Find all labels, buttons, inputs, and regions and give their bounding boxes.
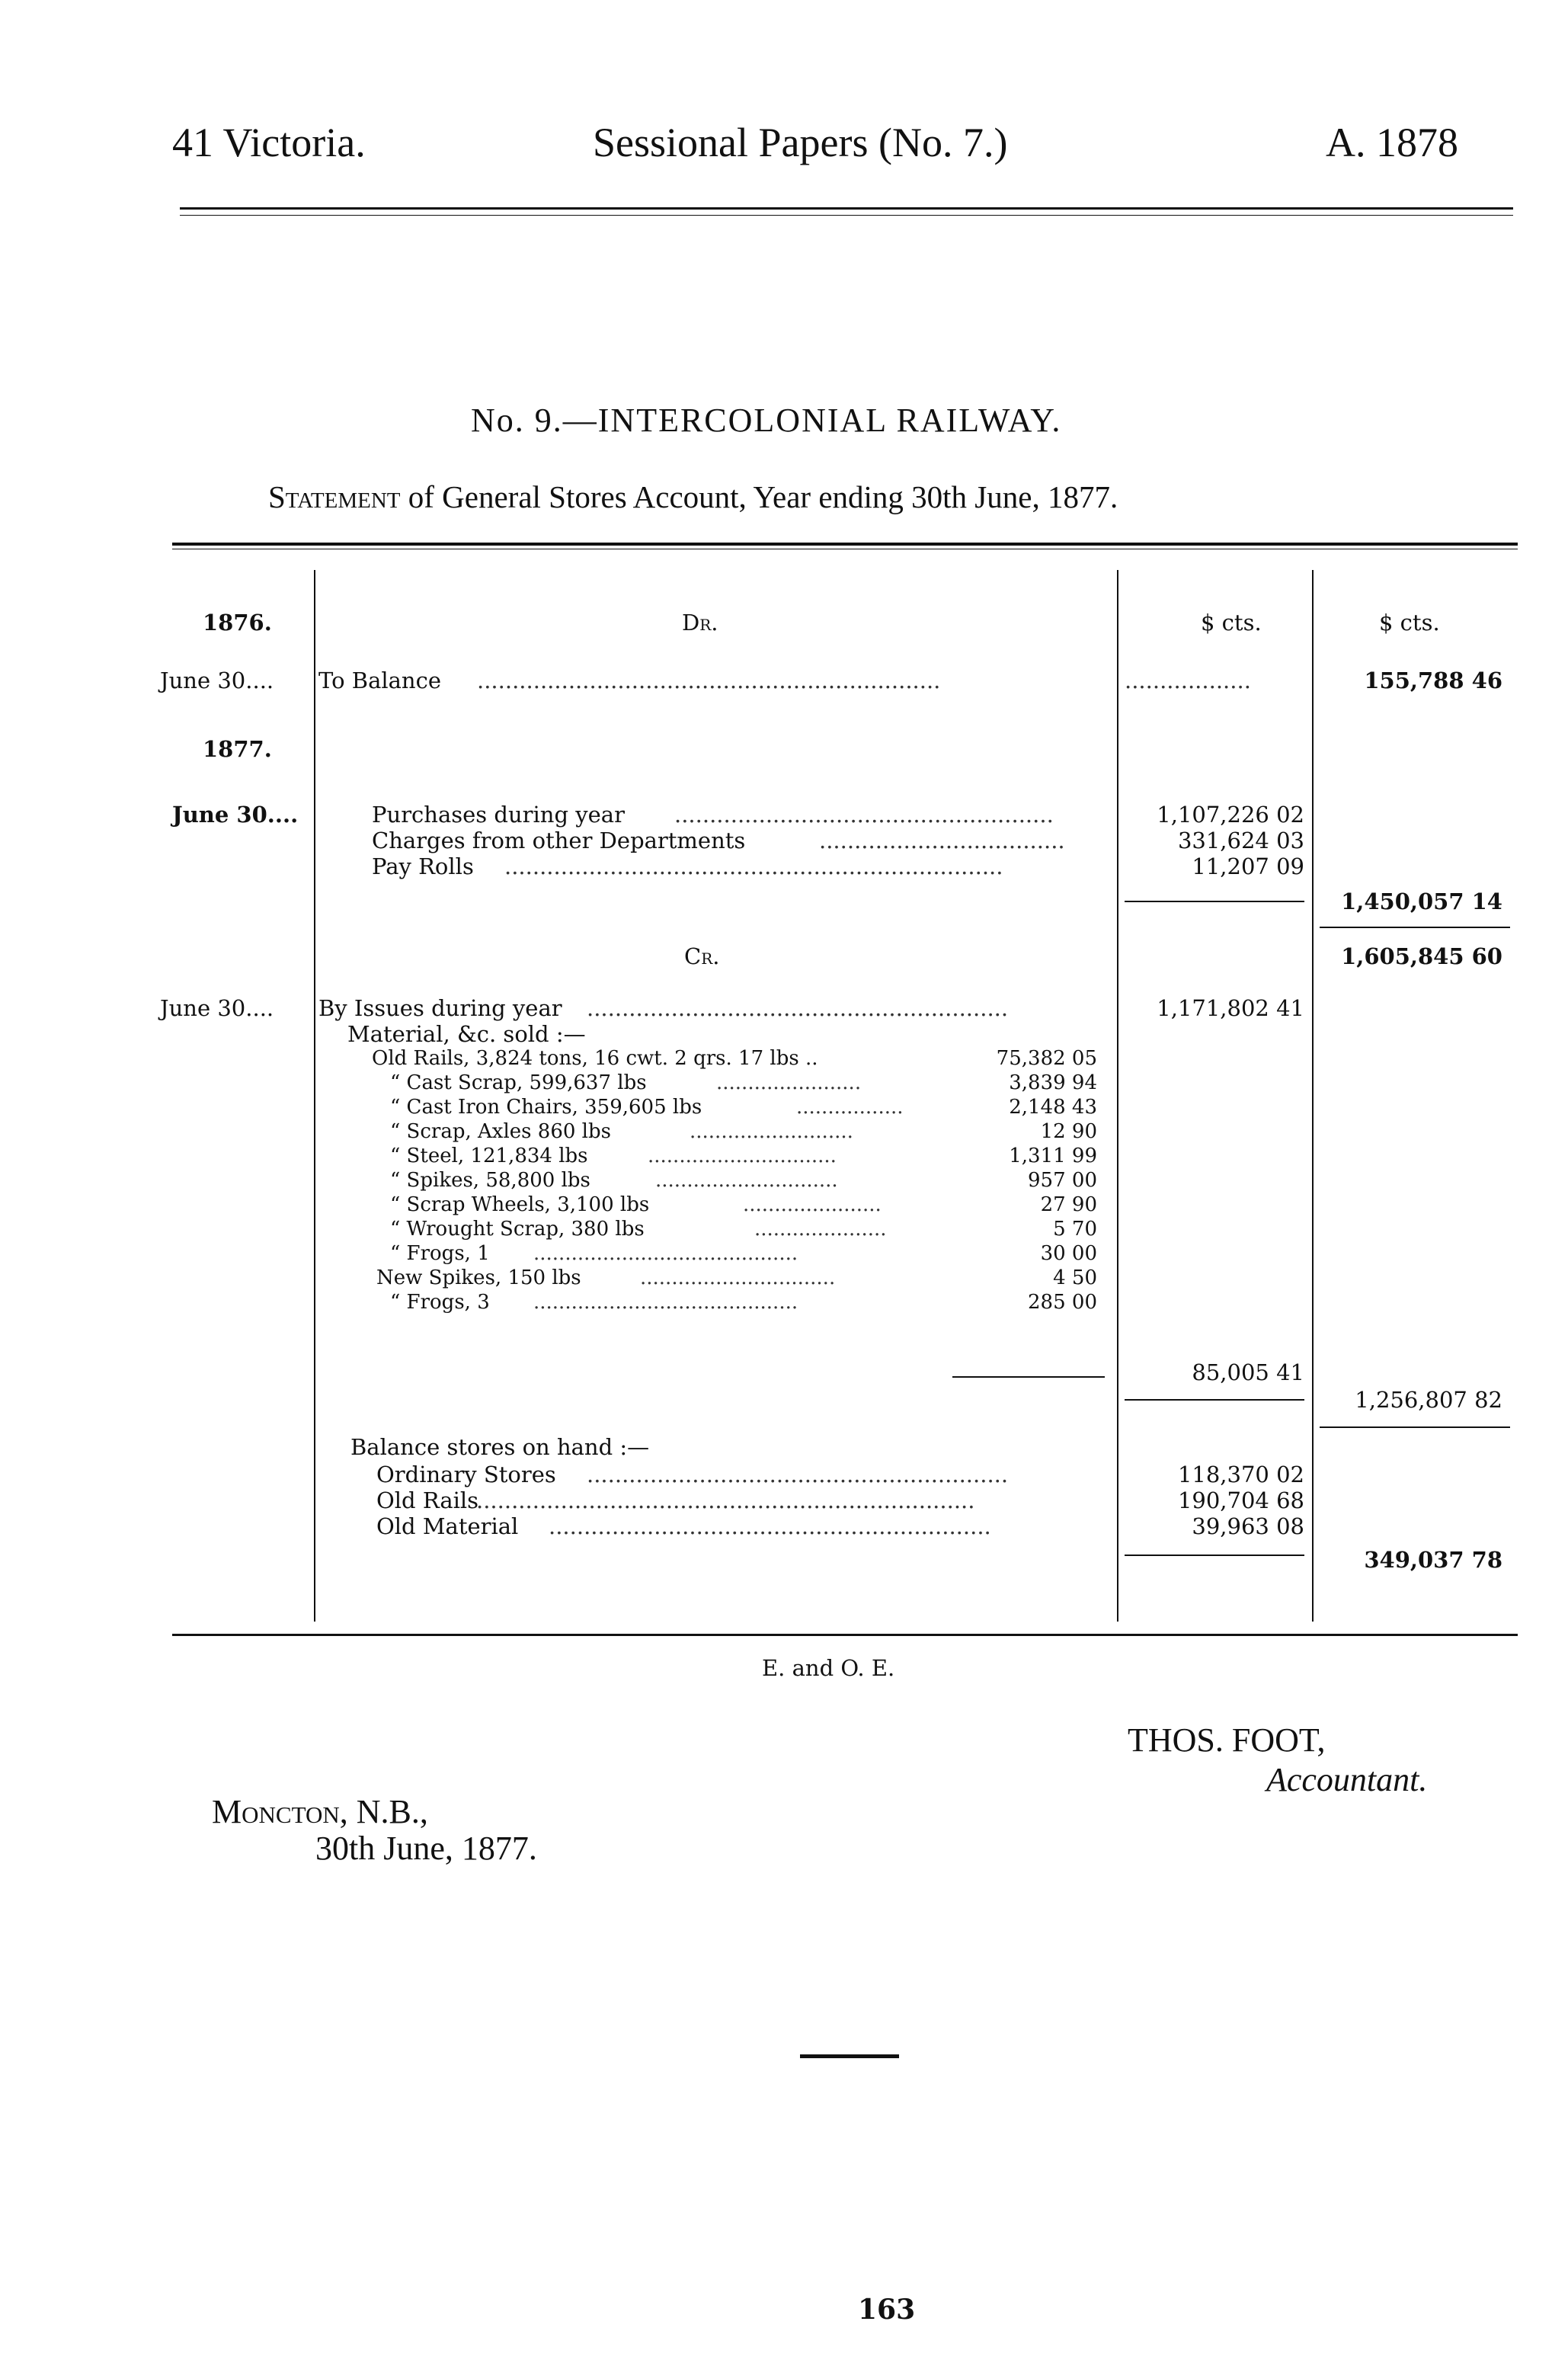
errors-omissions: E. and O. E. xyxy=(762,1655,895,1681)
leader-dots: ...................... xyxy=(743,1193,882,1216)
column-rule-inner xyxy=(1117,570,1118,1622)
year-1877: 1877. xyxy=(203,736,272,762)
material-item-label: “ Frogs, 3 xyxy=(390,1291,490,1314)
material-item-value: 957 00 xyxy=(1028,1169,1097,1192)
material-item-label: “ Wrought Scrap, 380 lbs xyxy=(390,1218,645,1241)
column-rule-date xyxy=(314,570,315,1622)
material-item-label: Old Rails, 3,824 tons, 16 cwt. 2 qrs. 17 lbs .. xyxy=(372,1047,818,1070)
balance-total: 349,037 78 xyxy=(1364,1547,1502,1573)
leader-dots: ............................. xyxy=(655,1169,838,1192)
leader-dots: ................................... xyxy=(819,828,1065,853)
material-item-value: 75,382 05 xyxy=(996,1047,1097,1070)
cr-subtotal-rule xyxy=(1125,1399,1304,1401)
material-item-label: “ Cast Iron Chairs, 359,605 lbs xyxy=(390,1096,702,1119)
material-item-label: “ Steel, 121,834 lbs xyxy=(390,1145,588,1167)
subtitle-rest: of General Stores Account, Year ending 30th June, 1877. xyxy=(400,479,1118,514)
material-item-label: “ Frogs, 1 xyxy=(390,1242,490,1265)
balance-item-value: 118,370 02 xyxy=(1177,1462,1304,1487)
header-rule-thin xyxy=(180,215,1513,216)
document-title: No. 9.—INTERCOLONIAL RAILWAY. xyxy=(471,402,1062,439)
closing-rule xyxy=(800,2054,899,2058)
dr-grand-total: 1,605,845 60 xyxy=(1341,943,1502,969)
document-subtitle xyxy=(268,479,1118,515)
leader-dots: ..................... xyxy=(754,1218,887,1241)
column-rule-outer xyxy=(1312,570,1314,1622)
material-item-value: 30 00 xyxy=(1040,1242,1097,1265)
leader-dots: ............................................................ xyxy=(587,1462,1009,1487)
header-rule xyxy=(180,207,1513,210)
leader-dots: .......................... xyxy=(690,1120,853,1143)
balance-item-label: Old Material xyxy=(376,1513,519,1539)
material-item-label: “ Scrap, Axles 860 lbs xyxy=(390,1120,611,1143)
cr-total-rule xyxy=(1320,1426,1510,1428)
date-june30: June 30.... xyxy=(160,668,274,693)
page-number: 163 xyxy=(858,2294,916,2326)
cr-subtotal: 1,256,807 82 xyxy=(1355,1387,1502,1413)
balance-subtotal-rule xyxy=(1125,1555,1304,1556)
material-item-value: 5 70 xyxy=(1053,1218,1097,1241)
leader-dots: ...................................................... xyxy=(674,802,1054,828)
material-subtotal-rule xyxy=(952,1376,1105,1378)
material-item-value: 12 90 xyxy=(1040,1120,1097,1143)
material-item-value: 27 90 xyxy=(1040,1193,1097,1216)
leader-dots: .................................................................. xyxy=(477,668,941,693)
leader-dots: ............................... xyxy=(640,1266,836,1289)
dr-item-value: 331,624 03 xyxy=(1177,828,1304,853)
dr-item-label: Purchases during year xyxy=(372,802,625,828)
dr-total-rule xyxy=(1320,927,1510,928)
header-left: 41 Victoria. xyxy=(172,120,366,165)
header-right: A. 1878 xyxy=(1326,120,1458,165)
place: Moncton, N.B., xyxy=(212,1793,428,1830)
date-june30-c: June 30.... xyxy=(160,995,274,1021)
table-bottom-rule xyxy=(172,1634,1518,1636)
issues-label: By Issues during year xyxy=(318,995,562,1021)
material-item-value: 3,839 94 xyxy=(1009,1071,1097,1094)
balance-item-label: Old Rails xyxy=(376,1487,479,1513)
material-item-label: “ Spikes, 58,800 lbs xyxy=(390,1169,590,1192)
balance-item-value: 39,963 08 xyxy=(1192,1513,1304,1539)
material-item-value: 1,311 99 xyxy=(1009,1145,1097,1167)
leader-dots: .......................................... xyxy=(533,1291,798,1314)
header-center: Sessional Papers (No. 7.) xyxy=(593,120,1008,165)
leader-dots: ................. xyxy=(796,1096,904,1119)
signer-name: THOS. FOOT, xyxy=(1128,1721,1326,1759)
material-item-label: “ Scrap Wheels, 3,100 lbs xyxy=(390,1193,650,1216)
material-total: 85,005 41 xyxy=(1192,1359,1304,1385)
issues-value: 1,171,802 41 xyxy=(1157,995,1304,1021)
cr-heading: Cr. xyxy=(684,943,720,969)
currency-heading-inner: $ cts. xyxy=(1201,610,1262,636)
leader-dots: .............................. xyxy=(648,1145,837,1167)
balance-item-value: 190,704 68 xyxy=(1177,1487,1304,1513)
leader-dots: ....................................................................... xyxy=(476,1487,975,1513)
material-item-value: 2,148 43 xyxy=(1009,1096,1097,1119)
currency-heading-outer: $ cts. xyxy=(1379,610,1440,636)
opening-total: 155,788 46 xyxy=(1364,668,1502,693)
material-item-label: “ Cast Scrap, 599,637 lbs xyxy=(390,1071,647,1094)
dr-item-value: 1,107,226 02 xyxy=(1157,802,1304,828)
material-item-value: 4 50 xyxy=(1053,1266,1097,1289)
material-item-label: New Spikes, 150 lbs xyxy=(376,1266,581,1289)
leader-dots: ....................................................................... xyxy=(504,853,1003,879)
leader-dots: ............................................................ xyxy=(587,995,1009,1021)
dr-subtotal-rule xyxy=(1125,901,1304,902)
date-june30-b: June 30.... xyxy=(172,802,299,828)
subtitle-lead: Statement xyxy=(268,479,401,514)
material-heading: Material, &c. sold :— xyxy=(347,1021,586,1047)
dr-item-value: 11,207 09 xyxy=(1192,853,1304,879)
leader-dots: ............................................................... xyxy=(549,1513,991,1539)
material-item-value: 285 00 xyxy=(1028,1291,1097,1314)
signer-title: Accountant. xyxy=(1266,1761,1428,1798)
leader-dots: .......................................... xyxy=(533,1242,798,1265)
table-top-rule xyxy=(172,543,1518,546)
balance-heading: Balance stores on hand :— xyxy=(350,1434,650,1460)
dr-subtotal: 1,450,057 14 xyxy=(1341,889,1502,914)
leader-dots: ....................... xyxy=(716,1071,862,1094)
dr-item-label: Charges from other Departments xyxy=(372,828,746,853)
dr-heading: Dr. xyxy=(682,610,718,636)
date: 30th June, 1877. xyxy=(315,1830,537,1867)
year-1876: 1876. xyxy=(203,610,272,636)
dr-item-label: Pay Rolls xyxy=(372,853,474,879)
opening-inner-dots: .................. xyxy=(1125,668,1251,693)
opening-label: To Balance xyxy=(318,668,442,693)
balance-item-label: Ordinary Stores xyxy=(376,1462,556,1487)
